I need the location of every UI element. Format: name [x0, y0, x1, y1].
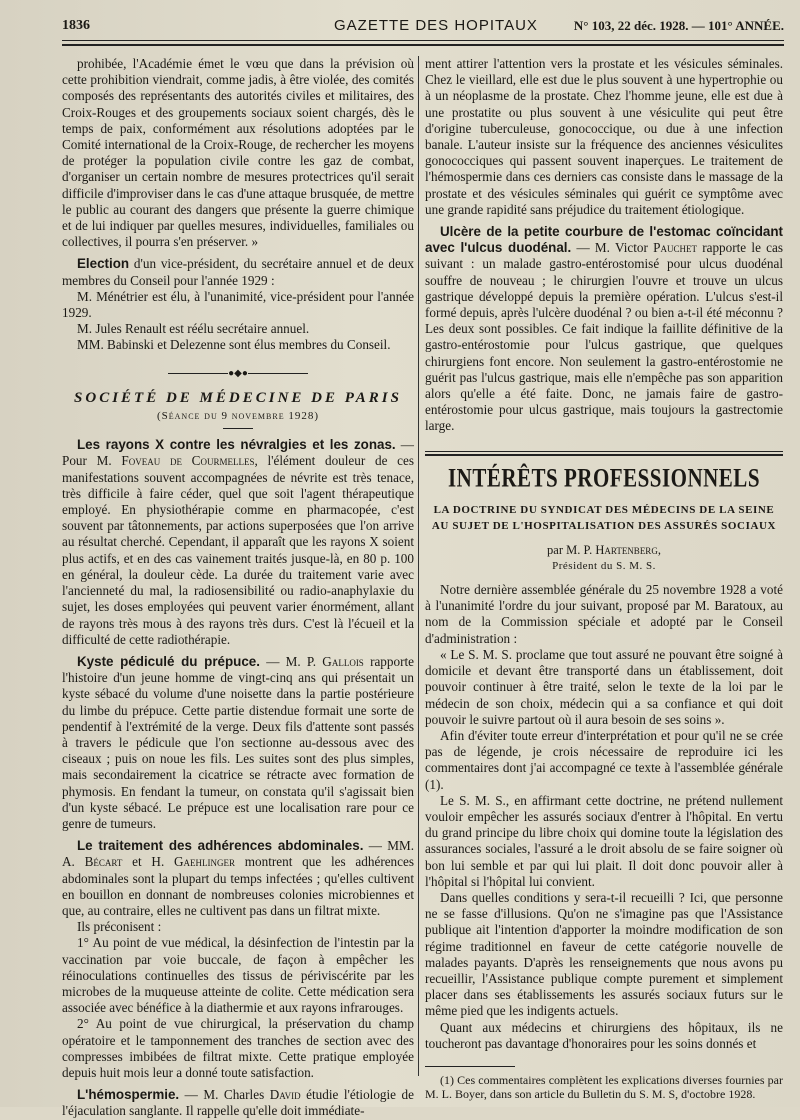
author-role: Président du S. M. S. — [552, 559, 656, 572]
paragraph: Dans quelles conditions y sera-t-il recueilli ? Ici, que personne ne se fasse d'illusions. Qu'on ne s'imagine pas que l'Assistance publique ait l'intention d'apporter la moindre modification de son régime traditionnel en faveur de cette catégorie nouvelle de malades payants. D'après les renseignements que nous avons pu recueillir, l'Assistance publique compte purement et simplement placer dans ses établissements les assurés sociaux futurs sur le même pied que les indigents actuels. — [425, 889, 783, 1019]
header-rule — [62, 40, 784, 41]
journal-title: GAZETTE DES HOPITAUX — [334, 17, 538, 34]
author-name: Hartenberg — [595, 542, 658, 557]
page-number: 1836 — [62, 18, 90, 33]
author-name: David — [269, 1087, 301, 1103]
election-item: M. Ménétrier est élu, à l'unanimité, vice-président pour l'année 1929. — [62, 288, 414, 321]
hemospermie-continued: ment attirer l'attention vers la prostate et les vésicules séminales. Chez le vieillard, elle est due le plus souvent à une hypertrophie ou à un néoplasme de la prostate. Chez l'homme jeune, elle est due à une prostatite ou plus souvent à une vésiculite qui peut être d'origine tuberculeuse, gonococcique, ou due à une infection banale. L'auteur insiste sur la fréquence des anciennes vésiculites gonococciques qui passent souvent inaperçues. Le traitement de l'hémospermie dans ces derniers cas consiste dans le massage de la prostate et des vésicules séminales qui guérit ce symptôme avec une grande rapidité sans préjudice du traitement étiologique. — [425, 56, 783, 217]
paragraph: Ils préconisent : — [77, 919, 162, 935]
session-date: (Séance du 9 novembre 1928) — [156, 410, 320, 423]
article-adherences: Le traitement des adhérences abdominales. — MM. A. Bécart et H. Gaehlinger montrent que les adhérences abdominales sont la plupart du temps infectées ; qu'elles cultivent en bouillon en donnant de nombreuses colonies microbiennes et que, au contraire, elles ne cultivent pas dans un filtrat mixte. — [62, 838, 414, 918]
paragraph: 2° Au point de vue chirurgical, la préservation du champ opératoire et le tamponnement des tranches de section avec des compresses imbibées de filtrat mixte. Cette pratique employée depuis huit mois leur a donné toute satisfaction. — [62, 1016, 414, 1080]
election-item: M. Jules Renault est réélu secrétaire annuel. — [77, 321, 310, 337]
election-heading: Election — [77, 256, 130, 272]
article-kyste: Kyste pédiculé du prépuce. — M. P. Gallois rapporte l'histoire d'un jeune homme de vingt-cinq ans qui présentait un kyste sébacé du volume d'une noisette dans la partie postérieure du limbe du prépuce. Cette partie distendue formait une sorte de pendentif à l'extrémité de la verge. Deux fils d'attente sont passés à travers le pédicule que l'on sectionne au-dessous avec des ciseaux ; puis on noue les fils. Les suites sont des plus simples, mais secondairement la cicatrice se rétracte avec formation de phymosis. En fendant la tumeur, on constata qu'il s'agissait bien d'un kyste sébacé. Le prépuce est une localisation rare pour ce genre de tumeurs. — [62, 653, 415, 831]
page-header — [62, 12, 784, 38]
header-rule-thick — [62, 44, 784, 46]
author-name: Foveau de Courmelles — [121, 453, 255, 469]
election-paragraph: Election d'un vice-président, du secrétaire annuel et de deux membres du Conseil pour l'année 1929 : — [62, 256, 414, 288]
right-column — [425, 56, 783, 1102]
article-heading: Ulcère de la petite courbure de l'estomac coïncidant avec l'ulcus duodénal. — [425, 224, 783, 256]
academy-resolution: prohibée, l'Académie émet le vœu que dans la prévision où cette prohibition viendrait, comme jadis, à être violée, des comités composés des représentants des autorités civiles et militaires, des Croix-Rouges et des groupements sociaux soient chargés, dès le temps de paix, conformément aux résolutions adoptées par le Comité international de la Croix-Rouge, de rechercher les moyens de protéger la population civile contre les gaz de combat, d'organiser un certain nombre de mesures protectrices qu'il serait difficile d'improviser dans le cas d'une attaque brusquée, de mettre le public au courant des dangers que présente la guerre chimique et de lui indiquer par quelles mesures, individuelles, familiales ou collectives, il pourra s'en préserver. » — [62, 56, 414, 250]
article-heading: Le traitement des adhérences abdominales. — [77, 838, 364, 854]
paragraph: 1° Au point de vue médical, la désinfection de l'intestin par la vaccination par voie buccale, de façon à empêcher les réinoculations continuelles des tissus de périviscérite par les microbes de la muqueuse atteinte de colite. Cette médication sera associée avec bénéfice à la diathermie et aux rayons infrarouges. — [62, 935, 414, 1016]
paragraph: Afin d'éviter toute erreur d'interprétation et pour qu'il ne se crée pas de légende, je crois nécessaire de reproduire ici les commentaires dont j'ai accompagné ce texte à l'assemblée générale (1). — [425, 727, 783, 792]
society-title: SOCIÉTÉ DE MÉDECINE DE PARIS — [74, 389, 402, 406]
ornament-divider: ●◆● — [62, 366, 414, 382]
quoted-resolution: « Le S. M. S. proclame que tout assuré ne pouvant être soigné à domicile et devant être transporté dans un établissement, doit pouvoir continuer à être traité, selon le texte de la loi par le médecin de son choix, médecin qui a sa confiance et qui doit pouvoir le suivre partout où il aura besoin de ses soins ». — [425, 646, 783, 727]
column-separator — [418, 56, 419, 1076]
paragraph: Le S. M. S., en affirmant cette doctrine, ne prétend nullement vouloir empêcher les assurés sociaux d'entrer à l'hôpital. En vertu du grand principe du libre choix qui domine toute la législation des assurances sociales, l'assuré a le droit absolu de se faire soigner où bon lui semble et par qui lui plait. Il doit donc pouvoir aller à l'hôpital si l'hôpital lui convient. — [425, 792, 783, 889]
short-rule — [223, 428, 253, 429]
paragraph: Quant aux médecins et chirurgiens des hôpitaux, ils ne toucheront pas davantage d'honoraires pour les soins donnés et — [425, 1019, 783, 1051]
section-title: INTÉRÊTS PROFESSIONNELS — [447, 462, 760, 493]
article-xrays: Les rayons X contre les névralgies et les zonas. — Pour M. Foveau de Courmelles, l'élément douleur de ces manifestations souvent accompagnées de névrite est très tenace, très difficile à faire céder, quel que soit l'agent thérapeutique employé. En physiothérapie comme en pharmacopée, c'est souvent par tâtonnements, par actions superposées que l'on arrive au résultat cherché. Cependant, il apparaît que les rayons X soient plus actifs, et en des cas vainement traités jusque-là, en 80 p. 100 en général, la douleur cède. La durée du traitement varie avec l'ancienneté du mal, la radiosensibilité ou radio-anaphylaxie du sujet, les doses employées qui peuvent varier énormément, allant de rayons très mous à des rayons très durs. C'est là l'écueil et la difficulté de cette radiothérapie. — [62, 437, 415, 647]
author-name: Bécart — [84, 854, 123, 870]
article-hemospermie: L'hémospermie. — M. Charles David étudie l'étiologie de l'éjaculation sanglante. Il rappelle qu'elle doit immédiate- — [62, 1087, 414, 1119]
election-item: MM. Babinski et Delezenne sont élus membres du Conseil. — [77, 337, 391, 353]
article-heading: L'hémospermie. — [77, 1087, 180, 1103]
footnote-rule — [425, 1066, 515, 1067]
article-heading: Kyste pédiculé du prépuce. — [77, 653, 260, 669]
paragraph: Notre dernière assemblée générale du 25 novembre 1928 a voté à l'unanimité l'ordre du jour suivant, proposé par M. Baratoux, au nom de la Commission spéciale et adopté par le Conseil d'administration : — [425, 582, 783, 646]
author-name: Gallois — [322, 653, 364, 669]
byline: par M. P. Hartenberg, — [547, 542, 661, 557]
author-name: Gaehlinger — [174, 854, 236, 870]
article-subtitle: LA DOCTRINE DU SYNDICAT DES MÉDECINS DE LA SEINE AU SUJET DE L'HOSPITALISATION DES ASSURÉS SOCIAUX — [431, 503, 777, 532]
section-rule — [425, 451, 783, 456]
left-column — [62, 56, 414, 1120]
author-name: Pauchet — [653, 240, 697, 256]
issue-info: N° 103, 22 déc. 1928. — 101° ANNÉE. — [573, 18, 784, 33]
article-ulcere: Ulcère de la petite courbure de l'estomac coïncidant avec l'ulcus duodénal. — M. Victor Pauchet rapporte le cas suivant : un malade gastro-entérostomisé pour ulcus duodénal souffre de nouveau ; le chirurgien l'ouvre et trouve un ulcus gastrique développé depuis la première opération. L'ulcus s'est-il formé depuis, après l'ulcère duodénal ? ou bien a-t-il été méconnu ? Les deux sont possibles. Ce fait indique la faillite définitive de la gastro-entérostomie pour l'ulcus gastrique, que quelques chirurgiens font encore. Non seulement la gastro-entérostomie ne guérit pas l'ulcus gastrique, mais elle n'empêche pas son apparition alors qu'elle a été faite. Donc, ne jamais faire de gastro-entérostomie pour ulcus gastrique, mais toujours la gastrectomie large. — [425, 224, 784, 434]
article-heading: Les rayons X contre les névralgies et les zonas. — [77, 437, 396, 453]
footnote: (1) Ces commentaires complètent les explications diverses fournies par M. L. Boyer, dans son article du Bulletin du S. M. S, d'octobre 1928. — [425, 1072, 783, 1102]
